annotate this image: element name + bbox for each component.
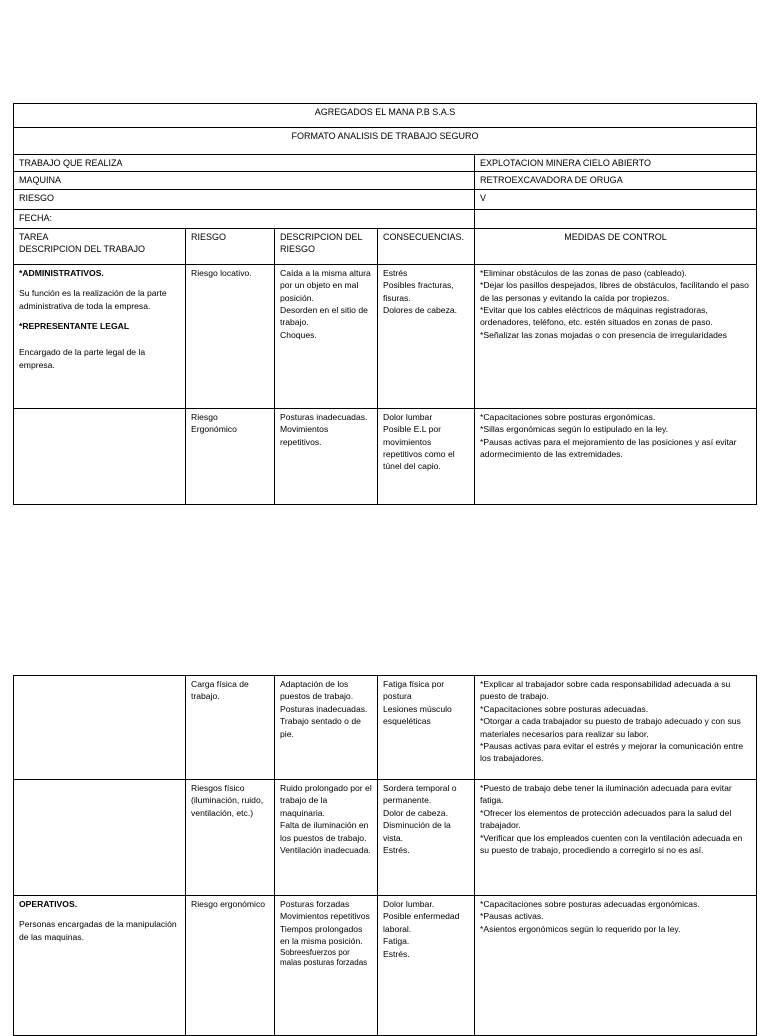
company-name: AGREGADOS EL MANA P.B S.A.S — [14, 104, 757, 128]
control-item: *Dejar los pasillos despejados, libres de obstáculos, facilitando el paso de las personas y evitando la caída por tropiezos. — [480, 280, 749, 303]
control-item: *Eliminar obstáculos de las zonas de paso (cableado). — [480, 267, 687, 278]
risk-desc-cell: Adaptación de los puestos de trabajo. Posturas inadecuadas. Trabajo sentado o de pie. — [275, 676, 378, 780]
control-item: *Capacitaciones sobre posturas ergonómicas. — [480, 411, 656, 422]
col-header-task — [14, 228, 186, 264]
control-item: *Ofrecer los elementos de protección adecuados para la salud del trabajador. — [480, 807, 732, 831]
col-header-risk: RIESGO — [186, 228, 275, 264]
control-item: *Pausas activas para evitar el estrés y mejorar la comunicación entre los trabajadores. — [480, 741, 744, 764]
col-header-control: MEDIDAS DE CONTROL — [475, 228, 757, 264]
control-item: *Capacitaciones sobre posturas adecuadas ergonómicas. — [480, 899, 700, 909]
control-item: *Evitar que los cables eléctricos de máquinas registradoras, ordenadores, teléfono, etc. estén situados en zonas de paso. — [480, 305, 713, 328]
control-item: *Sillas ergonómicas según lo estipulado en la ley. — [480, 424, 669, 435]
control-item: *Verificar que los empleados cuenten con la ventilación adecuada en su puesto de trabajo, procediendo a corregirlo si no es así. — [480, 832, 743, 856]
control-item: *Explicar al trabajador sobre cada responsabilidad adecuada a su puesto de trabajo. — [480, 679, 731, 702]
control-item: *Otorgar a cada trabajador su puesto de trabajo adecuado y con sus materiales necesarios para realizar su labor. — [480, 716, 741, 739]
risk-desc-cell — [275, 896, 378, 1036]
machine-value: RETROEXCAVADORA DE ORUGA — [475, 172, 757, 189]
empty-task-cell — [14, 676, 186, 780]
col-header-task-line1: TAREA — [19, 231, 49, 242]
work-value: EXPLOTACION MINERA CIELO ABIERTO — [475, 155, 757, 172]
risk-desc-small-text: Sobreesfuerzos por malas posturas forzadas — [280, 947, 368, 967]
date-value — [475, 209, 757, 228]
control-item: *Asientos ergonómicos según lo requerido por la ley. — [480, 923, 681, 934]
col-header-risk-desc: DESCRIPCION DEL RIESGO — [275, 228, 378, 264]
col-header-consequences: CONSECUENCIAS. — [378, 228, 475, 264]
empty-task-cell — [14, 780, 186, 896]
risk-cell: Riesgo ergonómico — [186, 896, 275, 1036]
safety-analysis-table-page2 — [13, 675, 757, 1036]
col-header-task-line2: DESCRIPCION DEL TRABAJO — [19, 244, 146, 255]
admin-task-cell — [14, 264, 186, 408]
legal-rep-description: Encargado de la parte legal de la empresa. — [19, 347, 146, 370]
admin-description: Su función es la realización de la parte administrativa de toda la empresa. — [19, 288, 167, 311]
risk-cell: Carga física de trabajo. — [186, 676, 275, 780]
consequences-cell: Dolor lumbar. Posible enfermedad laboral. Fatiga. Estrés. — [378, 896, 475, 1036]
consequences-cell: Estrés Posibles fracturas, fisuras. Dolores de cabeza. — [378, 264, 475, 408]
consequences-cell: Dolor lumbar Posible E.L por movimientos repetitivos como el túnel del capio. — [378, 408, 475, 504]
control-cell — [475, 408, 757, 504]
control-cell — [475, 676, 757, 780]
control-cell — [475, 896, 757, 1036]
risk-label: RIESGO — [14, 189, 475, 209]
control-item: *Señalizar las zonas mojadas o con presencia de irregularidades — [480, 329, 727, 340]
risk-value: V — [475, 189, 757, 209]
risk-cell: Riesgo locativo. — [186, 264, 275, 408]
risk-desc-cell: Caída a la misma altura por un objeto en mal posición. Desorden en el sitio de trabajo. Choques. — [275, 264, 378, 408]
format-title: FORMATO ANALISIS DE TRABAJO SEGURO — [14, 128, 757, 155]
machine-label: MAQUINA — [14, 172, 475, 189]
consequences-cell: Fatiga física por postura Lesiones músculo esqueléticas — [378, 676, 475, 780]
operativos-description: Personas encargadas de la manipulación de las maquinas. — [19, 919, 177, 942]
control-item: *Pausas activas. — [480, 911, 544, 922]
control-cell — [475, 264, 757, 408]
legal-rep-title: *REPRESENTANTE LEGAL — [19, 321, 130, 332]
risk-desc-cell: Posturas inadecuadas. Movimientos repetitivos. — [275, 408, 378, 504]
control-item: *Puesto de trabajo debe tener la iluminación adecuada para evitar fatiga. — [480, 783, 732, 806]
safety-analysis-table-page1 — [13, 103, 757, 505]
risk-cell: Riesgos físico (iluminación, ruido, ventilación, etc.) — [186, 780, 275, 896]
risk-desc-cell: Ruido prolongado por el trabajo de la maquinaria. Falta de iluminación en los puestos de trabajo. Ventilación inadecuada. — [275, 780, 378, 896]
consequences-cell: Sordera temporal o permanente. Dolor de cabeza. Disminución de la vista. Estrés. — [378, 780, 475, 896]
operativos-title: OPERATIVOS. — [19, 899, 78, 909]
empty-task-cell — [14, 408, 186, 504]
date-label: FECHA: — [14, 209, 475, 228]
admin-title: *ADMINISTRATIVOS. — [19, 267, 104, 278]
control-item: *Capacitaciones sobre posturas adecuadas. — [480, 703, 649, 714]
control-item: *Pausas activas para el mejoramiento de las posiciones y así evitar adormecimiento de las extremidades. — [480, 436, 737, 460]
operativos-task-cell — [14, 896, 186, 1036]
risk-desc-text: Posturas forzadas Movimientos repetitivos Tiempos prolongados en la misma posición. — [280, 899, 370, 947]
risk-cell: Riesgo Ergonómico — [186, 408, 275, 504]
work-label: TRABAJO QUE REALIZA — [14, 155, 475, 172]
control-cell — [475, 780, 757, 896]
